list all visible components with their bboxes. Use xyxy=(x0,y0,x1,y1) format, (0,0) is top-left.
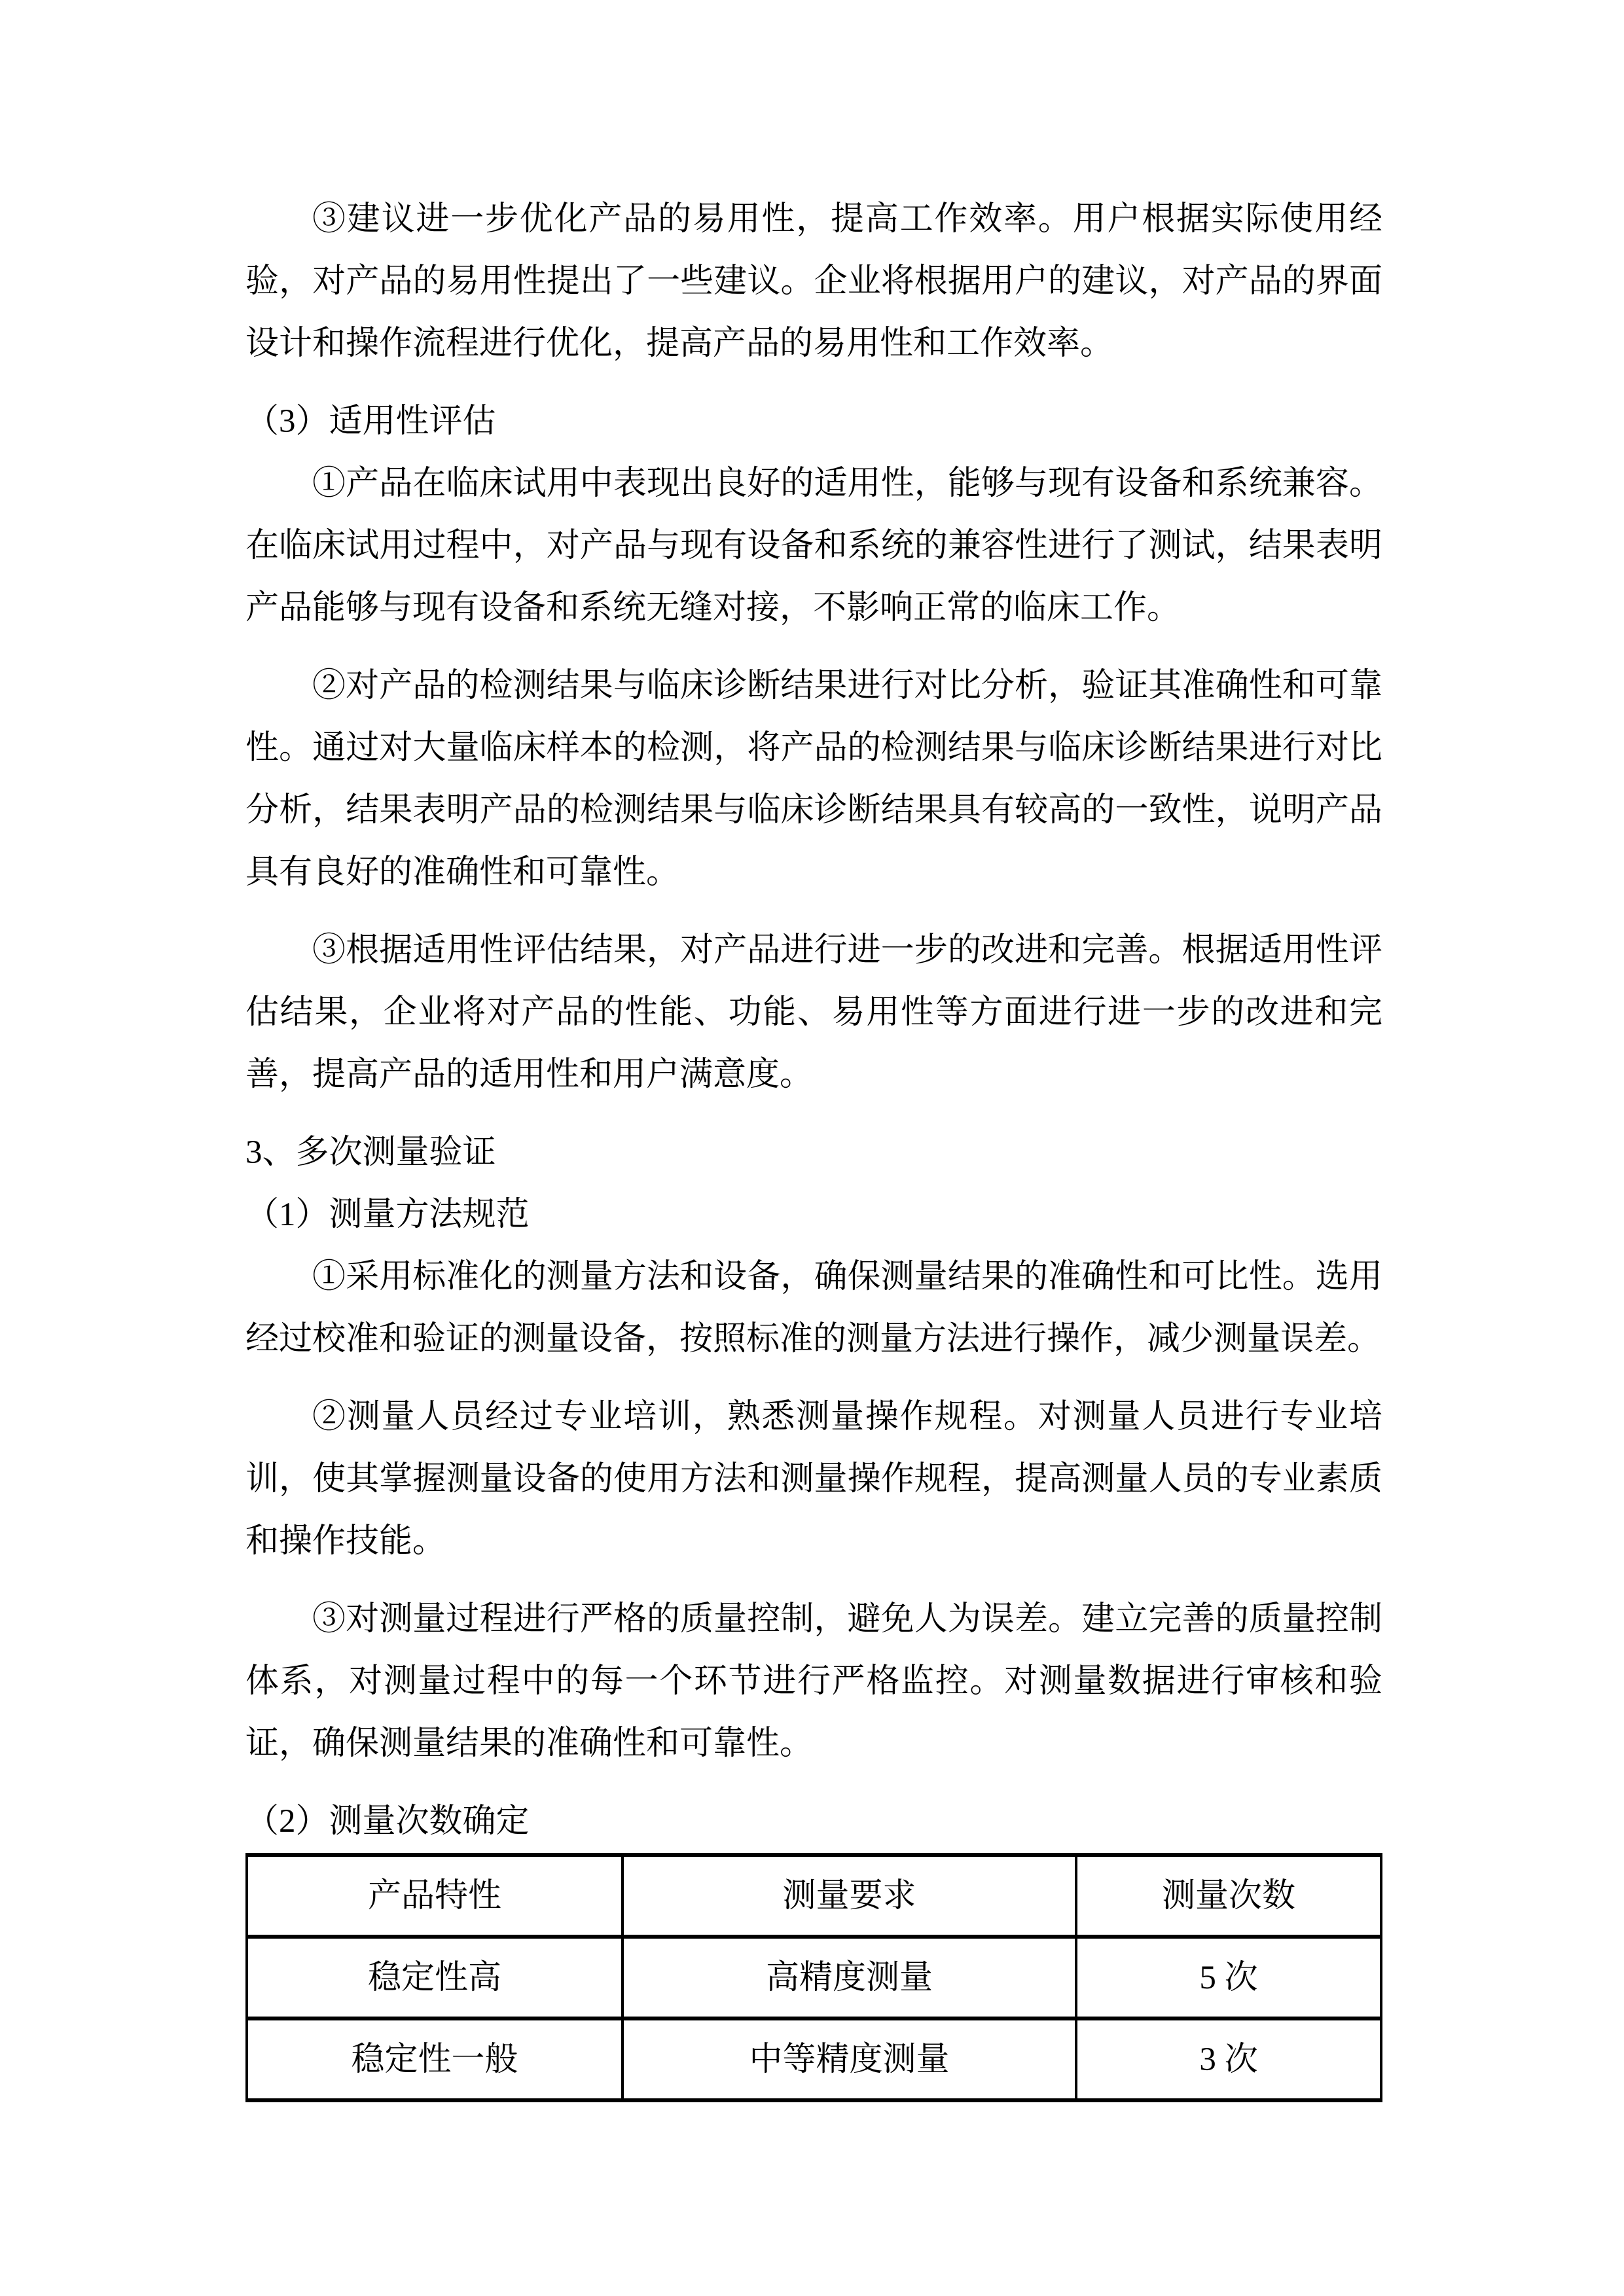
table-header-row xyxy=(247,1855,1381,1937)
table-header-measurement-requirement: 测量要求 xyxy=(623,1855,1076,1937)
table-header-measurement-count: 测量次数 xyxy=(1076,1855,1381,1937)
section-heading-measurement-method: （1）测量方法规范 xyxy=(245,1196,530,1233)
table-cell: 中等精度测量 xyxy=(623,2018,1076,2100)
table-cell: 稳定性一般 xyxy=(247,2018,623,2100)
paragraph-measurement-3: ③对测量过程进行严格的质量控制，避免人为误差。建立完善的质量控制体系，对测量过程中的每一个环节进行严格监控。对测量数据进行审核和验证，确保测量结果的准确性和可靠性。 xyxy=(245,1601,1382,1762)
table-cell: 高精度测量 xyxy=(623,1937,1076,2018)
paragraph-applicability-3: ③根据适用性评估结果，对产品进行进一步的改进和完善。根据适用性评估结果，企业将对产品的性能、功能、易用性等方面进行进一步的改进和完善，提高产品的适用性和用户满意度。 xyxy=(245,932,1382,1093)
table-row xyxy=(247,2018,1381,2100)
section-heading-applicability: （3）适用性评估 xyxy=(245,403,496,440)
table-row xyxy=(247,1937,1381,2018)
paragraph-measurement-2: ②测量人员经过专业培训，熟悉测量操作规程。对测量人员进行专业培训，使其掌握测量设备的使用方法和测量操作规程，提高测量人员的专业素质和操作技能。 xyxy=(245,1399,1382,1560)
paragraph-usability-suggestion: ③建议进一步优化产品的易用性，提高工作效率。用户根据实际使用经验，对产品的易用性提出了一些建议。企业将根据用户的建议，对产品的界面设计和操作流程进行优化，提高产品的易用性和工作效率。 xyxy=(245,201,1382,362)
paragraph-measurement-1: ①采用标准化的测量方法和设备，确保测量结果的准确性和可比性。选用经过校准和验证的测量设备，按照标准的测量方法进行操作，减少测量误差。 xyxy=(245,1259,1382,1357)
table-cell: 5 次 xyxy=(1076,1937,1381,2018)
paragraph-applicability-2: ②对产品的检测结果与临床诊断结果进行对比分析，验证其准确性和可靠性。通过对大量临床样本的检测，将产品的检测结果与临床诊断结果进行对比分析，结果表明产品的检测结果与临床诊断结果具有较高的一致性，说明产品具有良好的准确性和可靠性。 xyxy=(245,668,1382,891)
table-header-product-characteristic: 产品特性 xyxy=(247,1855,623,1937)
table-cell: 3 次 xyxy=(1076,2018,1381,2100)
measurement-count-table xyxy=(245,1853,1382,2102)
paragraph-applicability-1: ①产品在临床试用中表现出良好的适用性，能够与现有设备和系统兼容。在临床试用过程中，对产品与现有设备和系统的兼容性进行了测试，结果表明产品能够与现有设备和系统无缝对接，不影响正常的临床工作。 xyxy=(245,465,1382,626)
section-heading-measurement-count: （2）测量次数确定 xyxy=(245,1803,530,1840)
section-heading-multi-measurement: 3、多次测量验证 xyxy=(245,1134,496,1171)
table-cell: 稳定性高 xyxy=(247,1937,623,2018)
